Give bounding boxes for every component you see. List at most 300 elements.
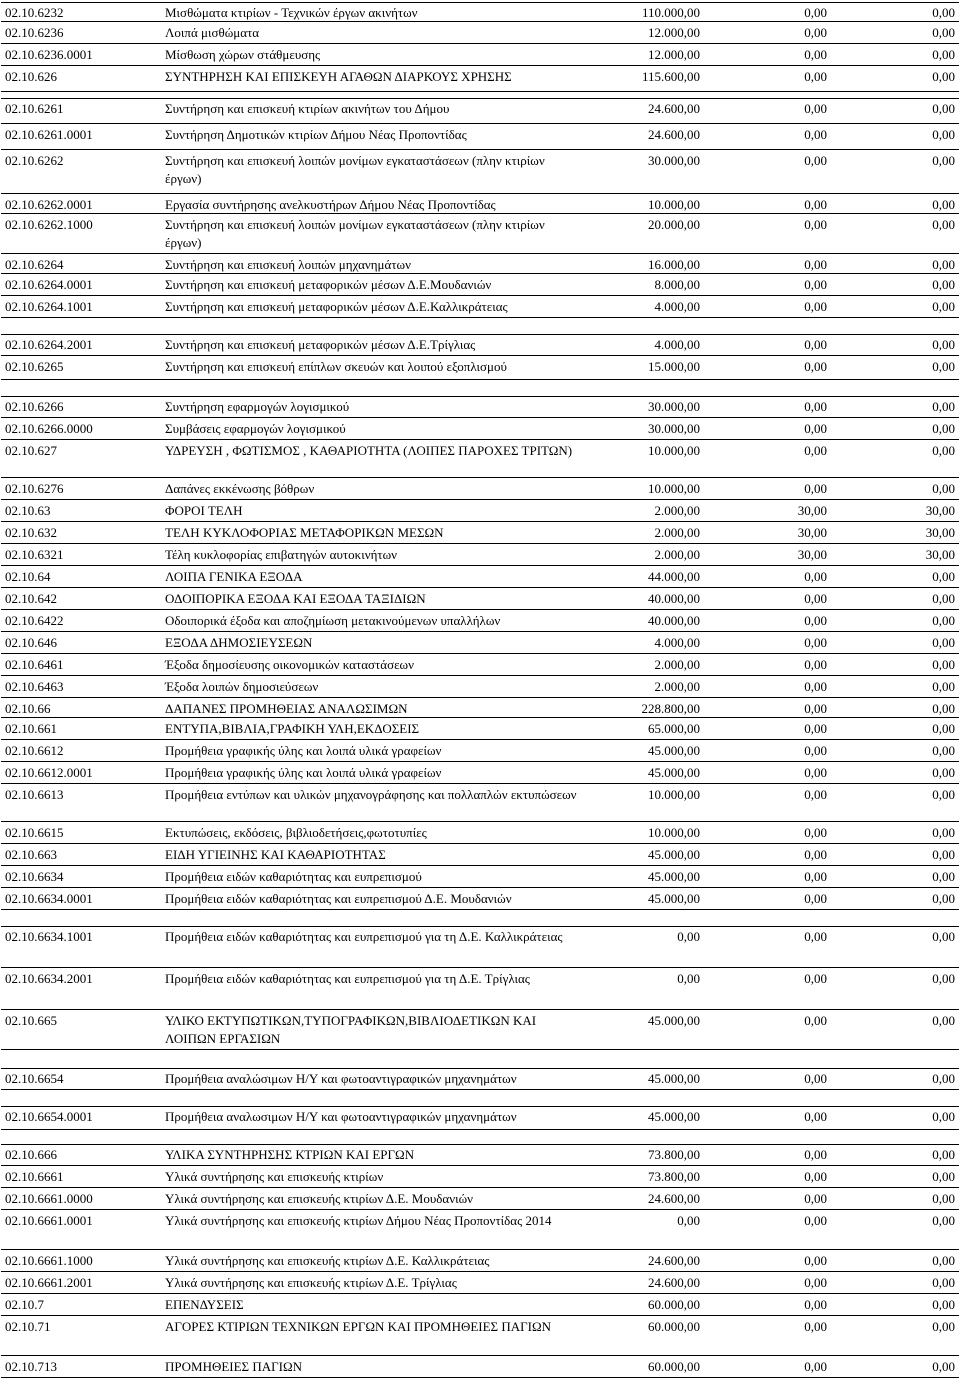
budget-amount: 40.000,00	[648, 613, 700, 628]
amount-column-2: 0,00	[804, 569, 827, 584]
budget-amount: 15.000,00	[648, 359, 700, 374]
account-description: ΠΡΟΜΗΘΕΙΕΣ ΠΑΓΙΩΝ	[165, 1359, 303, 1374]
amount-column-3: 0,00	[932, 765, 955, 780]
table-row	[0, 500, 960, 522]
account-description: Συντήρηση και επισκευή μεταφορικών μέσων Δ.Ε.Καλλικράτειας	[165, 299, 508, 314]
account-code: 02.10.6661.2001	[5, 1275, 93, 1290]
account-code: 02.10.6264.0001	[5, 277, 93, 292]
account-description: Δαπάνες εκκένωσης βόθρων	[165, 481, 315, 496]
amount-column-2: 0,00	[804, 1253, 827, 1268]
amount-column-3: 0,00	[932, 1319, 955, 1334]
amount-column-3: 0,00	[932, 127, 955, 142]
amount-column-3: 0,00	[932, 1071, 955, 1086]
account-description: Μίσθωση χώρων στάθμευσης	[165, 47, 321, 62]
amount-column-2: 0,00	[804, 277, 827, 292]
amount-column-2: 0,00	[804, 657, 827, 672]
amount-column-2: 0,00	[804, 153, 827, 168]
amount-column-3: 0,00	[932, 657, 955, 672]
amount-column-2: 0,00	[804, 217, 827, 232]
amount-column-2: 0,00	[804, 971, 827, 986]
account-description: Προμήθεια ειδών καθαριότητας και ευπρεπισμού για τη Δ.Ε. Καλλικράτειας	[165, 929, 563, 944]
amount-column-2: 0,00	[804, 1213, 827, 1228]
table-row	[0, 784, 960, 822]
account-code: 02.10.6615	[5, 825, 64, 840]
amount-column-2: 0,00	[804, 701, 827, 716]
table-row	[0, 2, 960, 22]
table-row	[0, 214, 960, 254]
account-code: 02.10.6236	[5, 25, 64, 40]
budget-amount: 4.000,00	[654, 635, 700, 650]
amount-column-2: 0,00	[804, 25, 827, 40]
amount-column-3: 0,00	[932, 47, 955, 62]
amount-column-2: 0,00	[804, 1169, 827, 1184]
account-code: 02.10.627	[5, 443, 57, 458]
table-row	[0, 698, 960, 718]
account-code: 02.10.665	[5, 1013, 57, 1028]
account-code: 02.10.6634	[5, 869, 64, 884]
amount-column-3: 0,00	[932, 1359, 955, 1374]
account-code: 02.10.6261	[5, 101, 64, 116]
amount-column-2: 0,00	[804, 69, 827, 84]
amount-column-2: 0,00	[804, 443, 827, 458]
account-description: Έξοδα δημοσίευσης οικονομικών καταστάσεων	[165, 657, 414, 672]
account-code: 02.10.6661.0000	[5, 1191, 93, 1206]
amount-column-3: 0,00	[932, 197, 955, 212]
amount-column-2: 0,00	[804, 1359, 827, 1374]
amount-column-3: 0,00	[932, 787, 955, 802]
account-description: Οδοιπορικά έξοδα και αποζημίωση μετακινούμενων υπαλλήλων	[165, 613, 501, 628]
account-code: 02.10.64	[5, 569, 51, 584]
amount-column-2: 0,00	[804, 299, 827, 314]
table-row	[0, 22, 960, 44]
table-row	[0, 478, 960, 500]
account-code: 02.10.6232	[5, 5, 64, 20]
account-code: 02.10.626	[5, 69, 57, 84]
amount-column-2: 0,00	[804, 399, 827, 414]
amount-column-2: 0,00	[804, 721, 827, 736]
account-code: 02.10.6661	[5, 1169, 64, 1184]
table-row	[0, 632, 960, 654]
account-description: ΥΛΙΚΑ ΣΥΝΤΗΡΗΣΗΣ ΚΤΡΙΩΝ ΚΑΙ ΕΡΓΩΝ	[165, 1147, 415, 1162]
account-code: 02.10.6634.1001	[5, 929, 93, 944]
amount-column-3: 0,00	[932, 359, 955, 374]
budget-amount: 228.800,00	[641, 701, 700, 716]
account-description: Υλικά συντήρησης και επισκευής κτιρίων Δ.Ε. Μουδανιών	[165, 1191, 474, 1206]
budget-amount: 45.000,00	[648, 1013, 700, 1028]
amount-column-2: 0,00	[804, 1109, 827, 1124]
table-row	[0, 610, 960, 632]
account-description: Προμήθεια αναλώσιμων Η/Υ και φωτοαντιγραφικών μηχανημάτων	[165, 1071, 517, 1086]
account-description: Υλικά συντήρησης και επισκευής κτιρίων	[165, 1169, 384, 1184]
budget-amount: 65.000,00	[648, 721, 700, 736]
account-code: 02.10.6612	[5, 743, 64, 758]
table-row	[0, 1166, 960, 1188]
budget-amount: 2.000,00	[654, 525, 700, 540]
budget-amount: 45.000,00	[648, 765, 700, 780]
table-row	[0, 194, 960, 214]
table-row	[0, 676, 960, 698]
account-description: ΕΝΤΥΠΑ,ΒΙΒΛΙΑ,ΓΡΑΦΙΚΗ ΥΛΗ,ΕΚΔΟΣΕΙΣ	[165, 721, 420, 736]
budget-amount: 4.000,00	[654, 337, 700, 352]
budget-amount: 30.000,00	[648, 399, 700, 414]
amount-column-2: 0,00	[804, 47, 827, 62]
budget-amount: 73.800,00	[648, 1147, 700, 1162]
account-description: Συντήρηση και επισκευή κτιρίων ακινήτων του Δήμου	[165, 101, 450, 116]
budget-amount: 10.000,00	[648, 787, 700, 802]
amount-column-2: 0,00	[804, 1275, 827, 1290]
amount-column-3: 0,00	[932, 399, 955, 414]
account-code: 02.10.7	[5, 1297, 44, 1312]
account-code: 02.10.6461	[5, 657, 64, 672]
account-code: 02.10.6262	[5, 153, 64, 168]
amount-column-3: 0,00	[932, 825, 955, 840]
table-row	[0, 440, 960, 478]
amount-column-3: 0,00	[932, 971, 955, 986]
account-description: ΣΥΝΤΗΡΗΣΗ ΚΑΙ ΕΠΙΣΚΕΥΗ ΑΓΑΘΩΝ ΔΙΑΡΚΟΥΣ ΧΡΗΣΗΣ	[165, 69, 512, 84]
account-code: 02.10.642	[5, 591, 57, 606]
table-row	[0, 926, 960, 968]
account-code: 02.10.6236.0001	[5, 47, 93, 62]
budget-amount: 10.000,00	[648, 481, 700, 496]
account-code: 02.10.663	[5, 847, 57, 862]
account-code: 02.10.6661.1000	[5, 1253, 93, 1268]
amount-column-3: 0,00	[932, 721, 955, 736]
amount-column-2: 0,00	[804, 1191, 827, 1206]
account-code: 02.10.71	[5, 1319, 51, 1334]
amount-column-2: 0,00	[804, 197, 827, 212]
table-row	[0, 1294, 960, 1316]
amount-column-2: 0,00	[804, 481, 827, 496]
table-row	[0, 334, 960, 356]
account-code: 02.10.63	[5, 503, 51, 518]
budget-amount: 45.000,00	[648, 847, 700, 862]
account-code: 02.10.6661.0001	[5, 1213, 93, 1228]
account-description: Μισθώματα κτιρίων - Τεχνικών έργων ακινήτων	[165, 5, 418, 20]
table-row	[0, 1010, 960, 1050]
table-row	[0, 150, 960, 194]
amount-column-3: 30,00	[925, 547, 955, 562]
amount-column-2: 0,00	[804, 337, 827, 352]
account-code: 02.10.6634.0001	[5, 891, 93, 906]
amount-column-2: 0,00	[804, 679, 827, 694]
amount-column-2: 0,00	[804, 101, 827, 116]
account-description: Συντήρηση και επισκευή επίπλων σκευών και λοιπού εξοπλισμού	[165, 359, 507, 374]
budget-amount: 2.000,00	[654, 679, 700, 694]
budget-amount: 44.000,00	[648, 569, 700, 584]
account-description: Συντήρηση εφαρμογών λογισμικού	[165, 399, 350, 414]
amount-column-2: 0,00	[804, 825, 827, 840]
table-row	[0, 866, 960, 888]
account-description: ΕΠΕΝΔΥΣΕΙΣ	[165, 1297, 244, 1312]
account-description: Συντήρηση και επισκευή μεταφορικών μέσων Δ.Ε.Τρίγλιας	[165, 337, 476, 352]
amount-column-3: 0,00	[932, 743, 955, 758]
amount-column-2: 0,00	[804, 5, 827, 20]
table-row	[0, 588, 960, 610]
amount-column-3: 0,00	[932, 153, 955, 168]
budget-amount: 40.000,00	[648, 591, 700, 606]
amount-column-3: 30,00	[925, 503, 955, 518]
amount-column-3: 0,00	[932, 1147, 955, 1162]
table-row	[0, 1144, 960, 1166]
account-description: Προμήθεια γραφικής ύλης και λοιπά υλικά γραφείων	[165, 743, 442, 758]
budget-amount: 45.000,00	[648, 891, 700, 906]
account-description: Εργασία συντήρησης ανελκυστήρων Δήμου Νέας Προποντίδας	[165, 197, 496, 212]
table-row	[0, 566, 960, 588]
account-description: Υλικά συντήρησης και επισκευής κτιρίων Δ.Ε. Τρίγλιας	[165, 1275, 457, 1290]
amount-column-2: 0,00	[804, 1319, 827, 1334]
account-description: Συντήρηση Δημοτικών κτιρίων Δήμου Νέας Προποντίδας	[165, 127, 467, 142]
budget-amount: 45.000,00	[648, 1071, 700, 1086]
amount-column-2: 0,00	[804, 787, 827, 802]
account-description: Συντήρηση και επισκευή λοιπών μονίμων εγκαταστάσεων (πλην κτιρίων έργων)	[165, 153, 545, 186]
budget-amount: 115.600,00	[641, 69, 700, 84]
amount-column-2: 0,00	[804, 591, 827, 606]
table-row	[0, 844, 960, 866]
amount-column-2: 0,00	[804, 1297, 827, 1312]
account-description: ΕΞΟΔΑ ΔΗΜΟΣΙΕΥΣΕΩΝ	[165, 635, 313, 650]
account-code: 02.10.666	[5, 1147, 57, 1162]
budget-amount: 0,00	[677, 1213, 700, 1228]
budget-amount: 2.000,00	[654, 503, 700, 518]
account-description: ΥΛΙΚΟ ΕΚΤΥΠΩΤΙΚΩΝ,ΤΥΠΟΓΡΑΦΙΚΩΝ,ΒΙΒΛΙΟΔΕΤΙΚΩΝ ΚΑΙ ΛΟΙΠΩΝ ΕΡΓΑΣΙΩΝ	[165, 1013, 537, 1046]
amount-column-3: 0,00	[932, 299, 955, 314]
budget-amount: 16.000,00	[648, 257, 700, 272]
account-code: 02.10.6654	[5, 1071, 64, 1086]
table-row	[0, 888, 960, 910]
budget-amount: 60.000,00	[648, 1359, 700, 1374]
amount-column-3: 0,00	[932, 569, 955, 584]
amount-column-3: 0,00	[932, 257, 955, 272]
amount-column-3: 0,00	[932, 25, 955, 40]
account-description: ΑΓΟΡΕΣ ΚΤΙΡΙΩΝ ΤΕΧΝΙΚΩΝ ΕΡΓΩΝ ΚΑΙ ΠΡΟΜΗΘΕΙΕΣ ΠΑΓΙΩΝ	[165, 1319, 552, 1334]
account-code: 02.10.6276	[5, 481, 64, 496]
account-description: ΦΟΡΟΙ ΤΕΛΗ	[165, 503, 243, 518]
budget-amount: 10.000,00	[648, 825, 700, 840]
account-description: Προμήθεια εντύπων και υλικών μηχανογράφησης και πολλαπλών εκτυπώσεων	[165, 787, 577, 802]
budget-amount: 12.000,00	[648, 47, 700, 62]
account-code: 02.10.6266.0000	[5, 421, 93, 436]
amount-column-3: 0,00	[932, 1297, 955, 1312]
account-description: Τέλη κυκλοφορίας επιβατηγών αυτοκινήτων	[165, 547, 398, 562]
table-row	[0, 356, 960, 380]
amount-column-2: 0,00	[804, 635, 827, 650]
amount-column-3: 0,00	[932, 869, 955, 884]
budget-amount: 0,00	[677, 971, 700, 986]
table-row	[0, 544, 960, 566]
account-code: 02.10.6261.0001	[5, 127, 93, 142]
table-row	[0, 1188, 960, 1210]
table-row	[0, 1068, 960, 1090]
budget-amount: 2.000,00	[654, 657, 700, 672]
account-description: Συντήρηση και επισκευή μεταφορικών μέσων Δ.Ε.Μουδανιών	[165, 277, 492, 292]
amount-column-3: 30,00	[925, 525, 955, 540]
amount-column-2: 30,00	[797, 503, 827, 518]
amount-column-3: 0,00	[932, 635, 955, 650]
table-row	[0, 274, 960, 296]
budget-amount: 45.000,00	[648, 743, 700, 758]
budget-amount: 10.000,00	[648, 443, 700, 458]
account-description: ΕΙΔΗ ΥΓΙΕΙΝΗΣ ΚΑΙ ΚΑΘΑΡΙΟΤΗΤΑΣ	[165, 847, 386, 862]
amount-column-2: 0,00	[804, 765, 827, 780]
budget-amount: 24.600,00	[648, 1275, 700, 1290]
table-row	[0, 522, 960, 544]
table-row	[0, 1272, 960, 1294]
amount-column-2: 0,00	[804, 359, 827, 374]
budget-amount: 24.600,00	[648, 1191, 700, 1206]
table-row	[0, 66, 960, 92]
budget-amount: 73.800,00	[648, 1169, 700, 1184]
account-description: ΔΑΠΑΝΕΣ ΠΡΟΜΗΘΕΙΑΣ ΑΝΑΛΩΣΙΜΩΝ	[165, 701, 408, 716]
account-code: 02.10.6422	[5, 613, 64, 628]
account-description: Συντήρηση και επισκευή λοιπών μονίμων εγκαταστάσεων (πλην κτιρίων έργων)	[165, 217, 545, 250]
amount-column-2: 0,00	[804, 127, 827, 142]
account-code: 02.10.6264.1001	[5, 299, 93, 314]
amount-column-3: 0,00	[932, 277, 955, 292]
amount-column-3: 0,00	[932, 101, 955, 116]
budget-amount: 30.000,00	[648, 421, 700, 436]
amount-column-2: 0,00	[804, 743, 827, 758]
budget-amount: 2.000,00	[654, 547, 700, 562]
account-description: ΛΟΙΠΑ ΓΕΝΙΚΑ ΕΞΟΔΑ	[165, 569, 303, 584]
amount-column-3: 0,00	[932, 217, 955, 232]
amount-column-3: 0,00	[932, 701, 955, 716]
account-description: Προμήθεια αναλωσιμων Η/Υ και φωτοαντιγραφικών μηχανημάτων	[165, 1109, 517, 1124]
account-description: Συντήρηση και επισκευή λοιπών μηχανημάτων	[165, 257, 411, 272]
budget-amount: 20.000,00	[648, 217, 700, 232]
amount-column-3: 0,00	[932, 1109, 955, 1124]
table-row	[0, 740, 960, 762]
table-row	[0, 396, 960, 418]
table-row	[0, 418, 960, 440]
amount-column-2: 0,00	[804, 1071, 827, 1086]
amount-column-2: 30,00	[797, 547, 827, 562]
account-code: 02.10.6634.2001	[5, 971, 93, 986]
table-row	[0, 296, 960, 318]
amount-column-3: 0,00	[932, 591, 955, 606]
account-description: Προμήθεια ειδών καθαριότητας και ευπρεπισμού για τη Δ.Ε. Τρίγλιας	[165, 971, 530, 986]
budget-amount: 110.000,00	[641, 5, 700, 20]
budget-amount: 0,00	[677, 929, 700, 944]
amount-column-3: 0,00	[932, 5, 955, 20]
amount-column-3: 0,00	[932, 891, 955, 906]
account-code: 02.10.6262.0001	[5, 197, 93, 212]
account-description: Υλικά συντήρησης και επισκευής κτιρίων Δ.Ε. Καλλικράτειας	[165, 1253, 490, 1268]
amount-column-2: 0,00	[804, 847, 827, 862]
account-description: Εκτυπώσεις, εκδόσεις, βιβλιοδετήσεις,φωτοτυπίες	[165, 825, 427, 840]
amount-column-3: 0,00	[932, 481, 955, 496]
budget-amount: 45.000,00	[648, 869, 700, 884]
budget-amount: 60.000,00	[648, 1319, 700, 1334]
budget-amount: 8.000,00	[654, 277, 700, 292]
account-code: 02.10.661	[5, 721, 57, 736]
amount-column-3: 0,00	[932, 613, 955, 628]
account-code: 02.10.713	[5, 1359, 57, 1374]
budget-amount: 12.000,00	[648, 25, 700, 40]
table-row	[0, 124, 960, 150]
budget-amount: 30.000,00	[648, 153, 700, 168]
amount-column-2: 0,00	[804, 257, 827, 272]
table-row	[0, 1250, 960, 1272]
table-row	[0, 762, 960, 784]
table-row	[0, 254, 960, 274]
amount-column-2: 0,00	[804, 421, 827, 436]
table-row	[0, 822, 960, 844]
amount-column-3: 0,00	[932, 1213, 955, 1228]
account-code: 02.10.6266	[5, 399, 64, 414]
account-code: 02.10.6264	[5, 257, 64, 272]
amount-column-3: 0,00	[932, 69, 955, 84]
amount-column-3: 0,00	[932, 847, 955, 862]
account-code: 02.10.646	[5, 635, 57, 650]
amount-column-2: 0,00	[804, 929, 827, 944]
table-row	[0, 654, 960, 676]
account-code: 02.10.6264.2001	[5, 337, 93, 352]
account-description: ΥΔΡΕΥΣΗ , ΦΩΤΙΣΜΟΣ , ΚΑΘΑΡΙΟΤΗΤΑ (ΛΟΙΠΕΣ ΠΑΡΟΧΕΣ ΤΡΙΤΩΝ)	[165, 443, 573, 458]
amount-column-3: 0,00	[932, 1275, 955, 1290]
account-description: Υλικά συντήρησης και επισκευής κτιρίων Δήμου Νέας Προποντίδας 2014	[165, 1213, 552, 1228]
amount-column-3: 0,00	[932, 1169, 955, 1184]
amount-column-3: 0,00	[932, 1013, 955, 1028]
amount-column-2: 0,00	[804, 891, 827, 906]
table-row	[0, 1356, 960, 1378]
table-row	[0, 968, 960, 1010]
amount-column-3: 0,00	[932, 337, 955, 352]
account-code: 02.10.632	[5, 525, 57, 540]
account-code: 02.10.66	[5, 701, 51, 716]
account-description: Συμβάσεις εφαρμογών λογισμικού	[165, 421, 346, 436]
budget-amount: 4.000,00	[654, 299, 700, 314]
budget-amount: 24.600,00	[648, 101, 700, 116]
amount-column-2: 30,00	[797, 525, 827, 540]
table-row	[0, 1316, 960, 1356]
account-code: 02.10.6262.1000	[5, 217, 93, 232]
amount-column-2: 0,00	[804, 613, 827, 628]
account-code: 02.10.6613	[5, 787, 64, 802]
account-description: Προμήθεια ειδών καθαριότητας και ευπρεπισμού	[165, 869, 422, 884]
table-row	[0, 1106, 960, 1130]
table-row	[0, 44, 960, 66]
account-description: ΤΕΛΗ ΚΥΚΛΟΦΟΡΙΑΣ ΜΕΤΑΦΟΡΙΚΩΝ ΜΕΣΩΝ	[165, 525, 444, 540]
account-code: 02.10.6321	[5, 547, 64, 562]
table-row	[0, 1210, 960, 1250]
budget-amount: 45.000,00	[648, 1109, 700, 1124]
amount-column-3: 0,00	[932, 1191, 955, 1206]
amount-column-3: 0,00	[932, 1253, 955, 1268]
account-code: 02.10.6265	[5, 359, 64, 374]
amount-column-3: 0,00	[932, 421, 955, 436]
amount-column-2: 0,00	[804, 1147, 827, 1162]
amount-column-3: 0,00	[932, 679, 955, 694]
budget-amount: 24.600,00	[648, 1253, 700, 1268]
account-description: Λοιπά μισθώματα	[165, 25, 260, 40]
budget-amount: 10.000,00	[648, 197, 700, 212]
table-row	[0, 718, 960, 740]
amount-column-3: 0,00	[932, 443, 955, 458]
account-description: Προμήθεια γραφικής ύλης και λοιπά υλικά γραφείων	[165, 765, 442, 780]
budget-amount: 60.000,00	[648, 1297, 700, 1312]
budget-amount: 24.600,00	[648, 127, 700, 142]
amount-column-2: 0,00	[804, 1013, 827, 1028]
account-code: 02.10.6612.0001	[5, 765, 93, 780]
account-code: 02.10.6654.0001	[5, 1109, 93, 1124]
account-description: Έξοδα λοιπών δημοσιεύσεων	[165, 679, 319, 694]
account-description: ΟΔΟΙΠΟΡΙΚΑ ΕΞΟΔΑ ΚΑΙ ΕΞΟΔΑ ΤΑΞΙΔΙΩΝ	[165, 591, 426, 606]
amount-column-3: 0,00	[932, 929, 955, 944]
account-code: 02.10.6463	[5, 679, 64, 694]
table-row	[0, 98, 960, 124]
amount-column-2: 0,00	[804, 869, 827, 884]
account-description: Προμήθεια ειδών καθαριότητας και ευπρεπισμού Δ.Ε. Μουδανιών	[165, 891, 512, 906]
